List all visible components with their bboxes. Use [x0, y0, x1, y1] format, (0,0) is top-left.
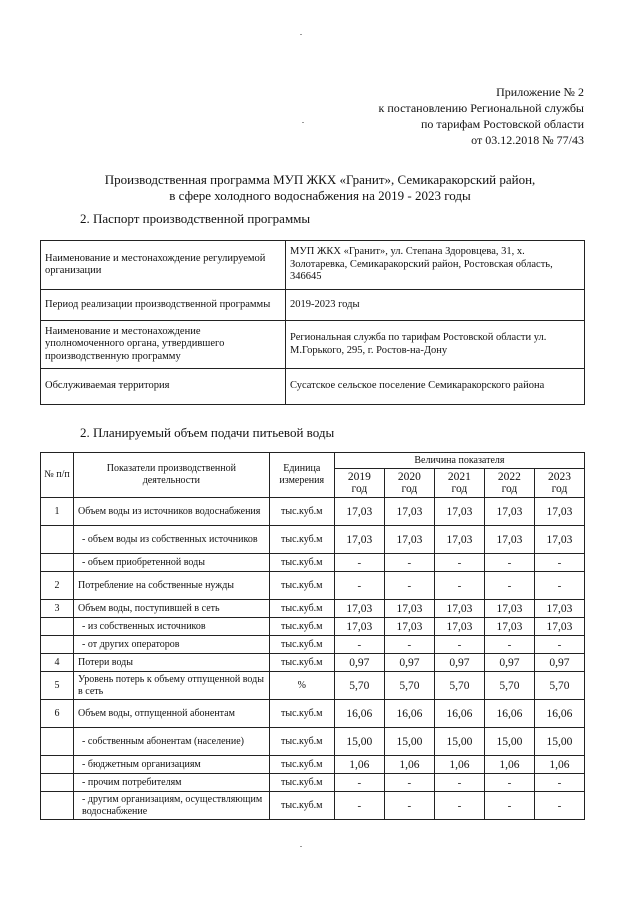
passport-label: Обслуживаемая территория: [41, 369, 286, 405]
row-value: -: [434, 572, 484, 600]
row-value: -: [384, 572, 434, 600]
row-value: 16,06: [484, 700, 534, 728]
scan-mark: [302, 122, 304, 123]
row-value: -: [384, 554, 434, 572]
table-row: [41, 600, 585, 618]
row-unit: тыс.куб.м: [269, 600, 334, 618]
row-value: -: [534, 792, 584, 820]
table-row: [41, 572, 585, 600]
row-indicator: Объем воды, отпущенной абонентам: [74, 700, 270, 728]
header-year-number: 2019: [347, 471, 371, 483]
header-row: [41, 453, 585, 469]
row-value: -: [334, 774, 384, 792]
header-num: № п/п: [41, 453, 74, 498]
row-value: 16,06: [334, 700, 384, 728]
row-value: -: [384, 792, 434, 820]
row-unit: тыс.куб.м: [269, 572, 334, 600]
table-row: [41, 618, 585, 636]
row-value: 15,00: [434, 728, 484, 756]
row-value: 1,06: [434, 756, 484, 774]
row-unit: тыс.куб.м: [269, 774, 334, 792]
document-title-line-1: Производственная программа МУП ЖКХ «Гранит», Семикаракорский район,: [104, 172, 536, 187]
row-value: 1,06: [334, 756, 384, 774]
section-heading-passport: 2. Паспорт производственной программы: [80, 211, 311, 226]
row-value: 17,03: [484, 498, 534, 526]
header-year-suffix: год: [401, 483, 418, 495]
row-value: -: [334, 572, 384, 600]
row-indicator: - бюджетным организациям: [74, 756, 270, 774]
passport-value: 2019-2023 годы: [286, 290, 585, 321]
table-row: [41, 728, 585, 756]
row-value: 15,00: [534, 728, 584, 756]
row-value: 17,03: [534, 618, 584, 636]
row-value: -: [434, 792, 484, 820]
row-indicator: Потери воды: [74, 654, 270, 672]
row-value: -: [334, 792, 384, 820]
row-number: [41, 554, 74, 572]
row-value: 16,06: [534, 700, 584, 728]
row-value: 1,06: [384, 756, 434, 774]
passport-value: МУП ЖКХ «Гранит», ул. Степана Здоровцева, 31, х. Золотаревка, Семикаракорский район, Ростовская область, 346645: [286, 241, 585, 290]
row-value: -: [534, 554, 584, 572]
row-value: 5,70: [384, 672, 434, 700]
appendix-date-number: от 03.12.2018 № 77/43: [471, 133, 584, 147]
header-year-number: 2021: [447, 471, 471, 483]
header-year: [434, 469, 484, 498]
row-value: 16,06: [384, 700, 434, 728]
row-value: 1,06: [484, 756, 534, 774]
appendix-authority: по тарифам Ростовской области: [420, 117, 584, 131]
row-value: 17,03: [334, 618, 384, 636]
row-unit: тыс.куб.м: [269, 792, 334, 820]
table-row: [41, 756, 585, 774]
row-value: 5,70: [534, 672, 584, 700]
row-unit: %: [269, 672, 334, 700]
row-value: 17,03: [534, 526, 584, 554]
passport-row: [41, 321, 585, 369]
row-value: 17,03: [384, 600, 434, 618]
row-value: 17,03: [434, 498, 484, 526]
row-value: 17,03: [484, 600, 534, 618]
row-value: 0,97: [534, 654, 584, 672]
row-value: -: [484, 572, 534, 600]
document-title: [0, 172, 640, 204]
row-number: 1: [41, 498, 74, 526]
row-value: -: [484, 792, 534, 820]
header-year: [334, 469, 384, 498]
row-value: -: [484, 554, 534, 572]
header-value-group: Величина показателя: [334, 453, 584, 469]
row-indicator: Уровень потерь к объему отпущенной воды в сеть: [74, 672, 270, 700]
table-row: [41, 774, 585, 792]
header-year-suffix: год: [501, 483, 518, 495]
row-indicator: - прочим потребителям: [74, 774, 270, 792]
header-year: [534, 469, 584, 498]
row-value: -: [534, 774, 584, 792]
row-value: 0,97: [334, 654, 384, 672]
row-value: -: [334, 554, 384, 572]
row-value: 17,03: [334, 600, 384, 618]
row-number: [41, 526, 74, 554]
row-unit: тыс.куб.м: [269, 636, 334, 654]
row-unit: тыс.куб.м: [269, 756, 334, 774]
row-value: -: [384, 636, 434, 654]
row-value: 0,97: [484, 654, 534, 672]
passport-row: [41, 241, 585, 290]
row-value: 17,03: [534, 498, 584, 526]
passport-label: Наименование и местонахождение уполномоченного органа, утвердившего производственную программу: [41, 321, 286, 369]
water-supply-table-body: [41, 498, 585, 820]
row-value: 16,06: [434, 700, 484, 728]
section-heading-supply: 2. Планируемый объем подачи питьевой воды: [80, 425, 335, 440]
row-value: 15,00: [384, 728, 434, 756]
appendix-title: Приложение № 2: [496, 85, 584, 99]
row-value: 17,03: [434, 600, 484, 618]
header-indicator: Показатели производственной деятельности: [74, 453, 270, 498]
row-value: -: [484, 636, 534, 654]
row-value: 15,00: [334, 728, 384, 756]
row-value: 5,70: [484, 672, 534, 700]
row-number: [41, 636, 74, 654]
row-number: [41, 618, 74, 636]
row-value: -: [534, 636, 584, 654]
header-unit: Единица измерения: [269, 453, 334, 498]
table-row: [41, 792, 585, 820]
row-value: 0,97: [384, 654, 434, 672]
row-value: -: [384, 774, 434, 792]
passport-row: [41, 369, 585, 405]
document-title-line-2: в сфере холодного водоснабжения на 2019 - 2023 годы: [169, 188, 471, 203]
scan-mark: [300, 34, 302, 35]
row-number: 6: [41, 700, 74, 728]
passport-row: [41, 290, 585, 321]
header-year: [384, 469, 434, 498]
scan-mark: [300, 846, 302, 847]
row-unit: тыс.куб.м: [269, 554, 334, 572]
row-indicator: - объем приобретенной воды: [74, 554, 270, 572]
row-value: 17,03: [334, 498, 384, 526]
row-number: 4: [41, 654, 74, 672]
appendix-header: [379, 84, 584, 148]
row-indicator: - другим организациям, осуществляющим водоснабжение: [74, 792, 270, 820]
row-value: 15,00: [484, 728, 534, 756]
appendix-resolution: к постановлению Региональной службы: [378, 101, 584, 115]
table-row: [41, 498, 585, 526]
row-value: 17,03: [434, 618, 484, 636]
table-row: [41, 672, 585, 700]
passport-label: Наименование и местонахождение регулируемой организации: [41, 241, 286, 290]
table-row: [41, 654, 585, 672]
row-indicator: Объем воды, поступившей в сеть: [74, 600, 270, 618]
passport-value: Сусатское сельское поселение Семикаракорского района: [286, 369, 585, 405]
row-value: 17,03: [384, 498, 434, 526]
row-value: -: [434, 554, 484, 572]
row-unit: тыс.куб.м: [269, 728, 334, 756]
water-supply-table: [40, 452, 585, 820]
table-row: [41, 700, 585, 728]
header-year-suffix: год: [451, 483, 468, 495]
row-indicator: - объем воды из собственных источников: [74, 526, 270, 554]
row-number: 5: [41, 672, 74, 700]
row-number: [41, 792, 74, 820]
row-value: -: [334, 636, 384, 654]
row-value: 17,03: [384, 526, 434, 554]
row-value: 5,70: [334, 672, 384, 700]
passport-table: [40, 240, 585, 405]
row-number: [41, 756, 74, 774]
row-unit: тыс.куб.м: [269, 618, 334, 636]
row-number: 2: [41, 572, 74, 600]
table-row: [41, 636, 585, 654]
passport-label: Период реализации производственной программы: [41, 290, 286, 321]
row-value: 0,97: [434, 654, 484, 672]
row-unit: тыс.куб.м: [269, 654, 334, 672]
row-value: -: [434, 774, 484, 792]
row-value: -: [484, 774, 534, 792]
header-year-suffix: год: [351, 483, 368, 495]
header-year-suffix: год: [551, 483, 568, 495]
row-unit: тыс.куб.м: [269, 526, 334, 554]
header-year-number: 2023: [547, 471, 571, 483]
row-value: 1,06: [534, 756, 584, 774]
row-indicator: Объем воды из источников водоснабжения: [74, 498, 270, 526]
row-indicator: - собственным абонентам (население): [74, 728, 270, 756]
row-value: 17,03: [384, 618, 434, 636]
header-year-number: 2020: [397, 471, 421, 483]
row-value: 17,03: [334, 526, 384, 554]
row-indicator: - из собственных источников: [74, 618, 270, 636]
passport-value: Региональная служба по тарифам Ростовской области ул. М.Горького, 295, г. Ростов-на-Дону: [286, 321, 585, 369]
row-value: -: [434, 636, 484, 654]
row-unit: тыс.куб.м: [269, 700, 334, 728]
row-number: 3: [41, 600, 74, 618]
row-value: 17,03: [484, 526, 534, 554]
row-value: 17,03: [434, 526, 484, 554]
row-number: [41, 728, 74, 756]
row-value: -: [534, 572, 584, 600]
header-year-number: 2022: [497, 471, 521, 483]
row-number: [41, 774, 74, 792]
row-indicator: - от других операторов: [74, 636, 270, 654]
table-row: [41, 554, 585, 572]
table-row: [41, 526, 585, 554]
row-value: 17,03: [534, 600, 584, 618]
row-value: 5,70: [434, 672, 484, 700]
row-value: 17,03: [484, 618, 534, 636]
row-unit: тыс.куб.м: [269, 498, 334, 526]
header-year: [484, 469, 534, 498]
row-indicator: Потребление на собственные нужды: [74, 572, 270, 600]
